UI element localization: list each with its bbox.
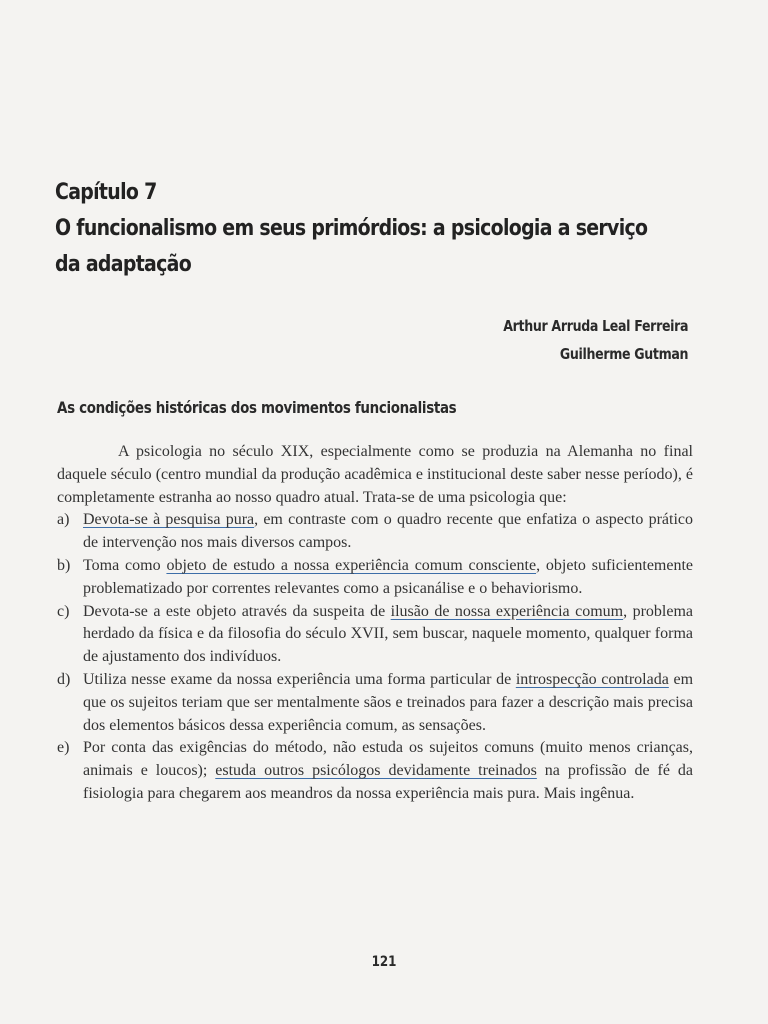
underlined-text: objeto de estudo a nossa experiência comum consciente xyxy=(166,556,537,574)
list-marker: e) xyxy=(57,739,70,757)
list-item-c xyxy=(57,601,693,669)
underlined-text: introspecção controlada xyxy=(515,670,669,688)
authors-block xyxy=(503,312,688,368)
list-item-e xyxy=(57,737,693,805)
list-marker: c) xyxy=(57,602,70,620)
item-text: na profissão de fé da fisiologia para chegarem aos meandros da nossa experiência mais pura. Mais ingênua. xyxy=(83,762,693,802)
list-item-b xyxy=(57,555,693,601)
list-marker: b) xyxy=(57,556,71,574)
list-marker: a) xyxy=(57,511,70,529)
item-text: em que os sujeitos teriam que ser mentalmente sãos e treinados para fazer a descrição mais precisa dos elementos básicos dessa experiência comum, as sensações. xyxy=(83,670,694,734)
item-text: , problema herdado da física e da filosofia do século XVII, sem buscar, naquele momento, qualquer forma de ajustamento dos indivíduos. xyxy=(83,602,693,666)
chapter-heading xyxy=(55,175,648,283)
item-text: Toma como xyxy=(83,556,167,574)
section-title: As condições históricas dos movimentos funcionalistas xyxy=(57,398,457,417)
page-number: 121 xyxy=(371,954,397,970)
underlined-text: Devota-se à pesquisa pura xyxy=(83,511,255,529)
underlined-text: ilusão de nossa experiência comum xyxy=(390,602,624,620)
underlined-text: estuda outros psicólogos devidamente treinados xyxy=(215,762,537,780)
list-item-a xyxy=(57,509,693,555)
item-text: , em contraste com o quadro recente que enfatiza o aspecto prático de intervenção nos mais diversos campos. xyxy=(83,511,693,552)
chapter-title-line-2: da adaptação xyxy=(55,252,192,277)
chapter-label: Capítulo 7 xyxy=(55,180,157,205)
author-name: Arthur Arruda Leal Ferreira xyxy=(503,317,688,335)
item-text: Devota-se a este objeto através da suspeita de xyxy=(83,602,391,620)
list-marker: d) xyxy=(57,670,71,688)
item-text: Por conta das exigências do método, não estuda os sujeitos comuns (muito menos crianças, animais e loucos); xyxy=(83,739,693,780)
intro-paragraph: A psicologia no século XIX, especialmente como se produzia na Alemanha no final daquele século (centro mundial da produção acadêmica e institucional deste saber nesse período), é completamente estranha ao nosso quadro atual. Trata-se de uma psicologia que: xyxy=(57,443,693,506)
chapter-title-line-1: O funcionalismo em seus primórdios: a psicologia a serviço xyxy=(55,216,648,241)
body-text xyxy=(57,441,693,806)
list-item-d xyxy=(57,669,693,737)
item-text: Utiliza nesse exame da nossa experiência uma forma particular de xyxy=(83,670,516,688)
item-text: , objeto suficientemente problematizado por correntes relevantes como a psicanálise e o behaviorismo. xyxy=(83,556,694,597)
author-name: Guilherme Gutman xyxy=(559,345,688,363)
